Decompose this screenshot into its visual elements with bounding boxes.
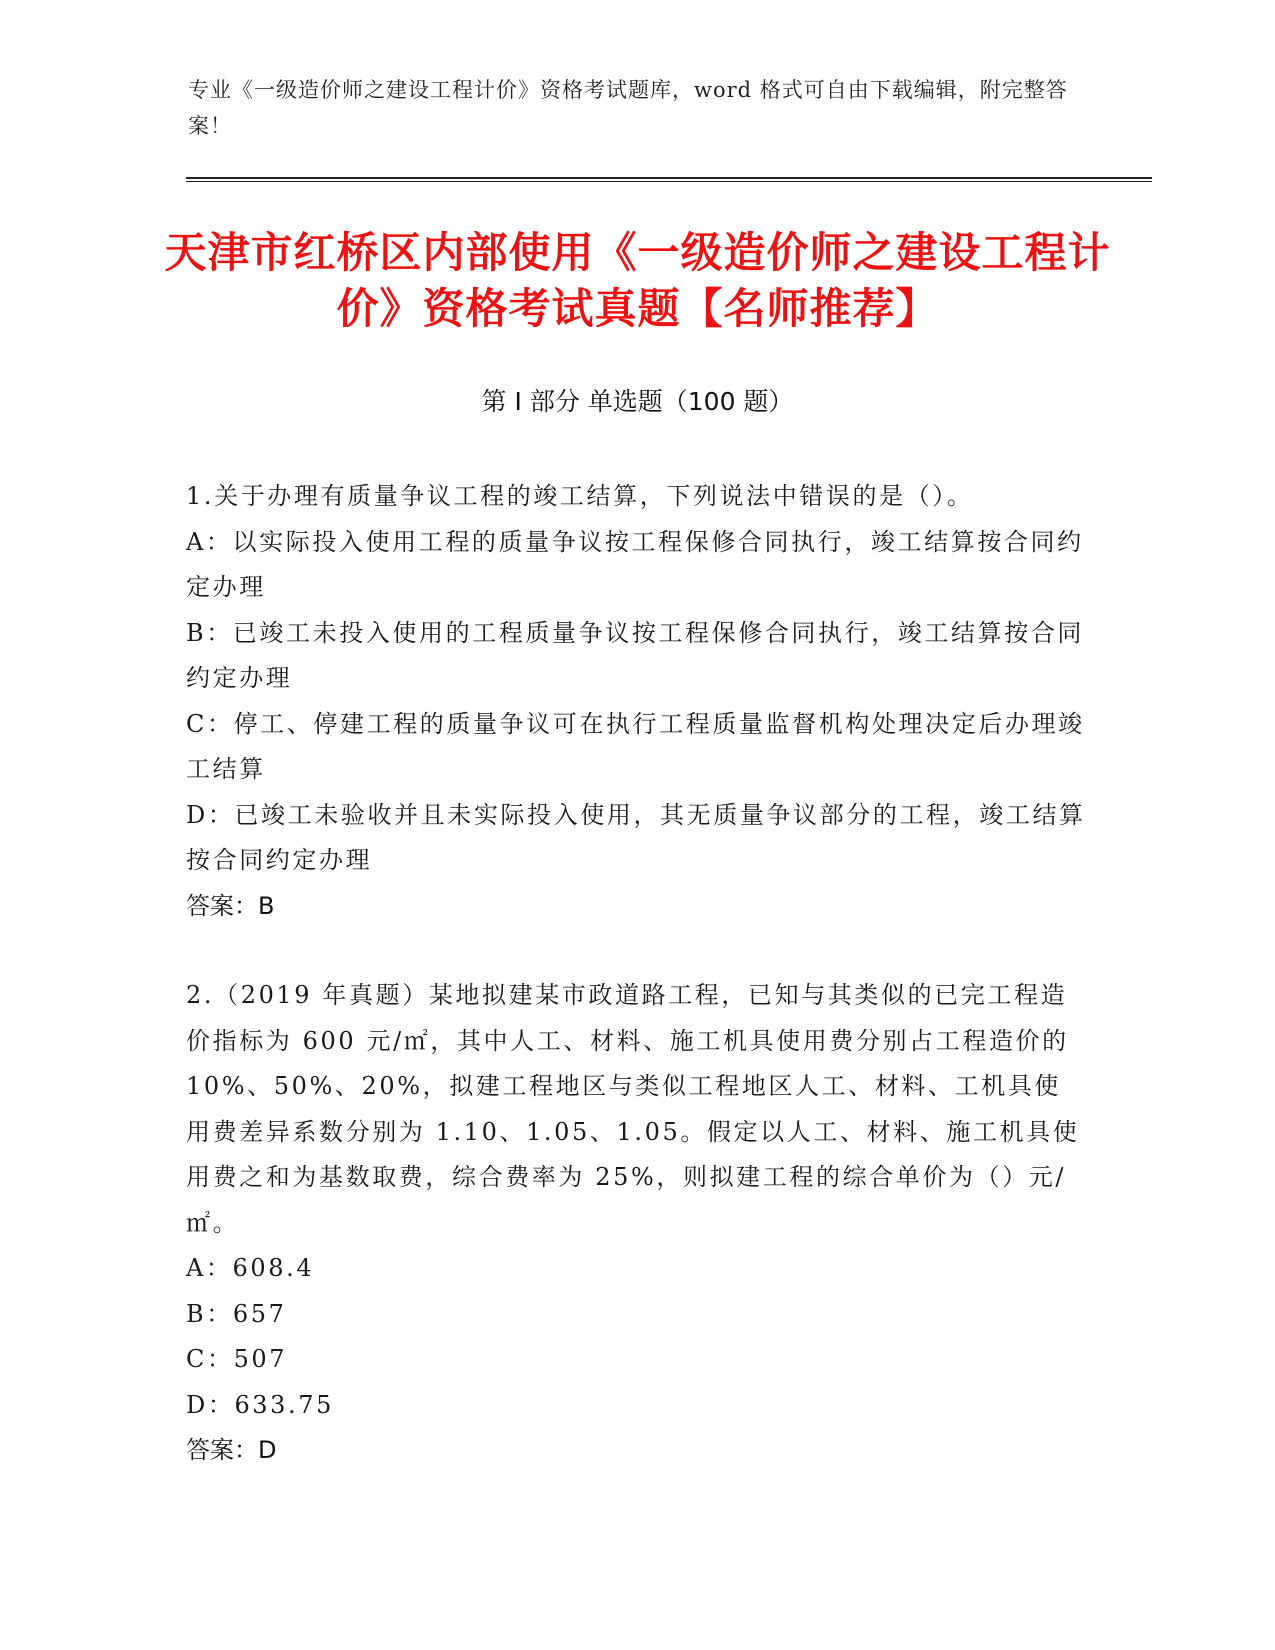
option-c: C：停工、停建工程的质量争议可在执行工程质量监督机构处理决定后办理竣工结算 xyxy=(186,709,1085,783)
option-c: C：507 xyxy=(186,1345,288,1373)
header-rule-thick xyxy=(186,177,1152,179)
header-rule-thin xyxy=(186,181,1152,182)
option-b: B：已竣工未投入使用的工程质量争议按工程保修合同执行，竣工结算按合同约定办理 xyxy=(186,618,1085,692)
section-heading: 第 I 部分 单选题（100 题） xyxy=(481,387,794,416)
option-a: A：以实际投入使用工程的质量争议按工程保修合同执行，竣工结算按合同约定办理 xyxy=(186,527,1084,601)
question-1 xyxy=(186,474,1086,929)
option-a: A：608.4 xyxy=(186,1254,315,1282)
question-2 xyxy=(186,973,1086,1474)
option-d: D：已竣工未验收并且未实际投入使用，其无质量争议部分的工程，竣工结算按合同约定办理 xyxy=(186,800,1086,874)
document-title: 天津市红桥区内部使用《一级造价师之建设工程计价》资格考试真题【名师推荐】 xyxy=(164,228,1111,333)
question-stem: 1.关于办理有质量争议工程的竣工结算，下列说法中错误的是（）。 xyxy=(186,482,974,510)
question-stem: 2.（2019 年真题）某地拟建某市政道路工程，已知与其类似的已完工程造价指标为 600 元/㎡，其中人工、材料、施工机具使用费分别占工程造价的 10%、50%、20%，拟建工程地区与类似工程地区人工、材料、工机具使用费差异系数分别为 1.10、1.05、1.05。假定以人工、材料、施工机具使用费之和为基数取费，综合费率为 25%，则拟建工程的综合单价为（）元/㎡。 xyxy=(186,981,1080,1237)
answer: 答案：D xyxy=(186,1436,277,1464)
option-d: D：633.75 xyxy=(186,1390,335,1419)
option-b: B：657 xyxy=(186,1299,287,1328)
header-note: 专业《一级造价师之建设工程计价》资格考试题库，word 格式可自由下载编辑，附完整答案！ xyxy=(188,78,1068,138)
answer: 答案：B xyxy=(186,891,275,920)
question-list xyxy=(186,474,1086,1474)
